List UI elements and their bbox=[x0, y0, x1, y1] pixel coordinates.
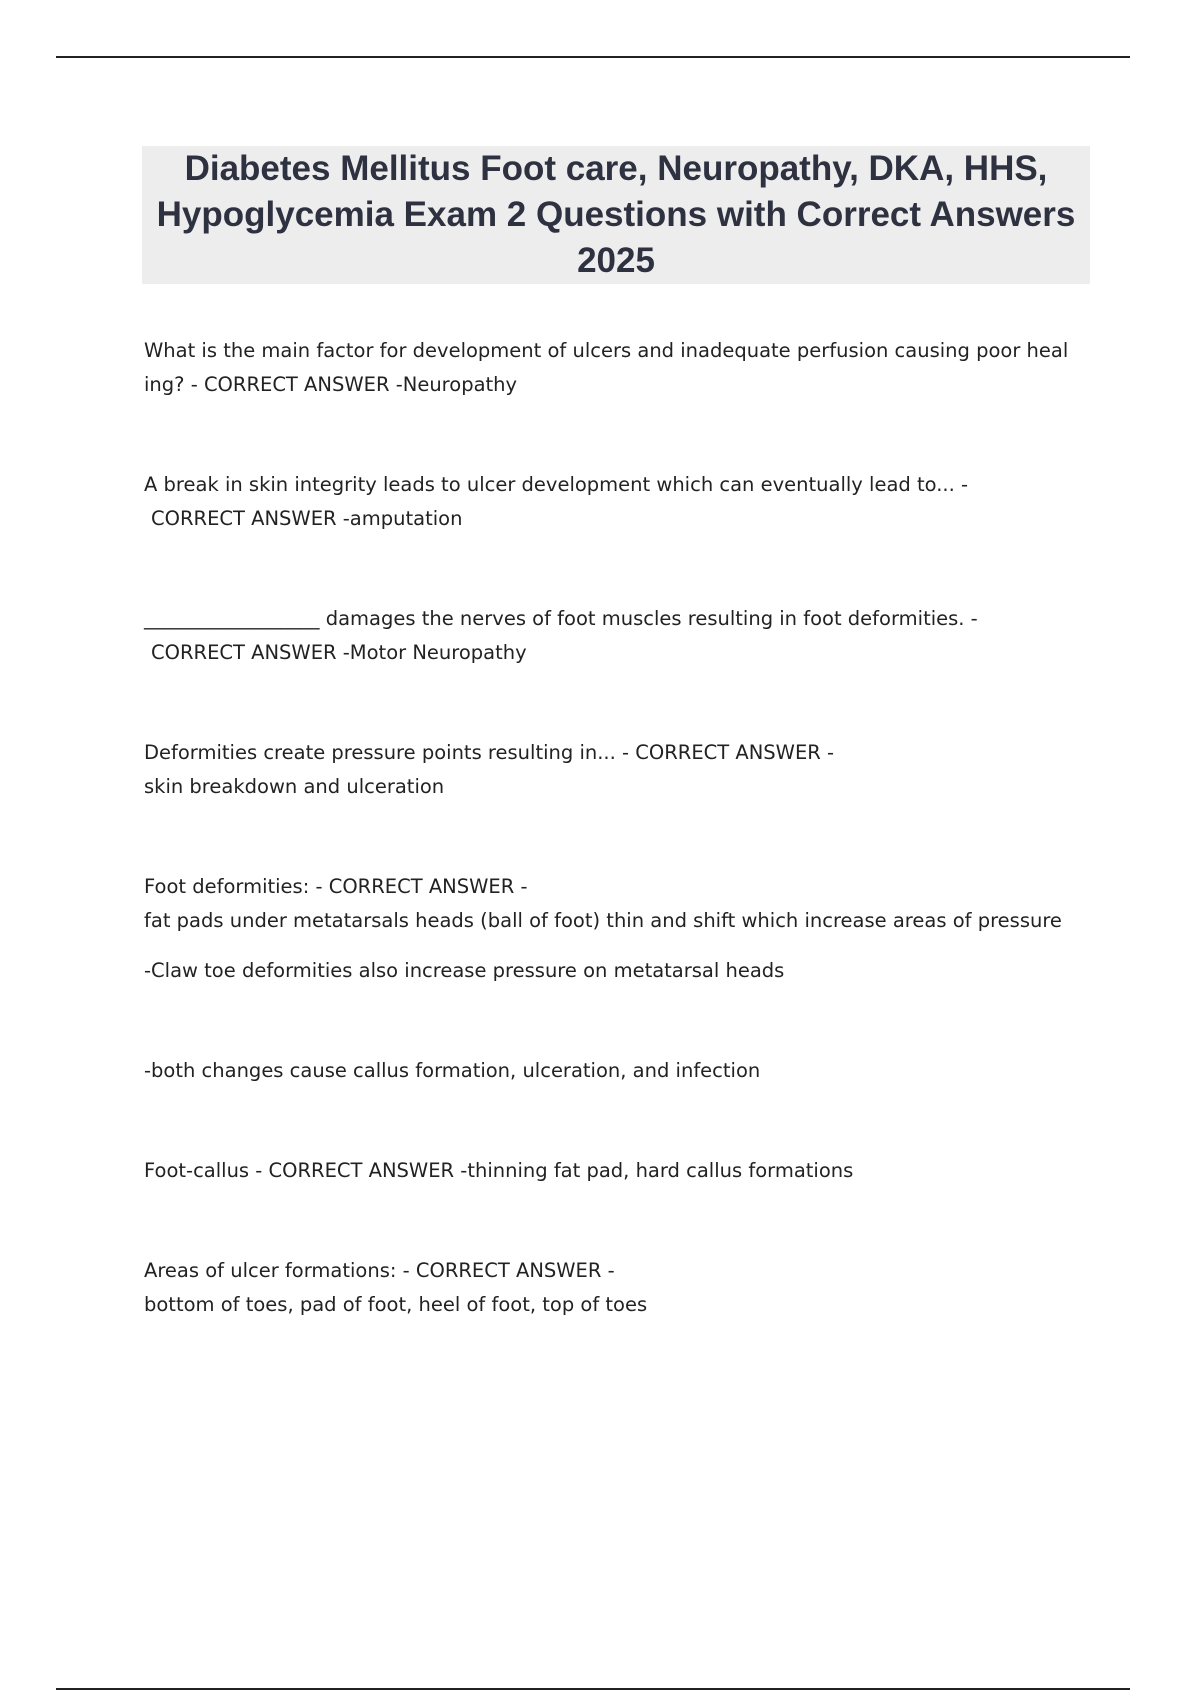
qa-item bbox=[144, 870, 1094, 1088]
qa-question: __________________ damages the nerves of foot muscles resulting in foot deformities. - bbox=[144, 607, 978, 630]
qa-answer: fat pads under metatarsals heads (ball of foot) thin and shift which increase areas of pressure bbox=[144, 909, 1062, 932]
qa-question: What is the main factor for development of ulcers and inadequate perfusion causing poor heal bbox=[144, 339, 1069, 362]
qa-answer: bottom of toes, pad of foot, heel of foot, top of toes bbox=[144, 1293, 648, 1316]
qa-answer: CORRECT ANSWER -Motor Neuropathy bbox=[151, 641, 527, 664]
qa-item bbox=[144, 736, 1094, 804]
qa-question: Areas of ulcer formations: - CORRECT ANSWER - bbox=[144, 1259, 615, 1282]
qa-answer-detail: -Claw toe deformities also increase pressure on metatarsal heads bbox=[144, 959, 785, 982]
qa-item bbox=[144, 602, 1094, 670]
top-rule bbox=[56, 56, 1130, 58]
qa-answer: CORRECT ANSWER -amputation bbox=[151, 507, 463, 530]
qa-item bbox=[144, 334, 1094, 402]
qa-answer: ing? - CORRECT ANSWER -Neuropathy bbox=[144, 373, 518, 396]
document-title: Diabetes Mellitus Foot care, Neuropathy, DKA, HHS, Hypoglycemia Exam 2 Questions with Correct Answers 2025 bbox=[156, 149, 1076, 280]
qa-question: Deformities create pressure points resulting in... - CORRECT ANSWER - bbox=[144, 741, 835, 764]
qa-answer-detail: -both changes cause callus formation, ulceration, and infection bbox=[144, 1059, 761, 1082]
qa-question: Foot deformities: - CORRECT ANSWER - bbox=[144, 875, 528, 898]
qa-item bbox=[144, 1154, 1094, 1188]
qa-item bbox=[144, 1254, 1094, 1322]
qa-list bbox=[144, 334, 1094, 1388]
bottom-rule bbox=[56, 1688, 1130, 1690]
qa-answer: skin breakdown and ulceration bbox=[144, 775, 445, 798]
qa-question: Foot-callus - CORRECT ANSWER -thinning fat pad, hard callus formations bbox=[144, 1159, 854, 1182]
qa-question: A break in skin integrity leads to ulcer development which can eventually lead to... - bbox=[144, 473, 969, 496]
title-banner bbox=[142, 146, 1090, 284]
qa-item bbox=[144, 468, 1094, 536]
